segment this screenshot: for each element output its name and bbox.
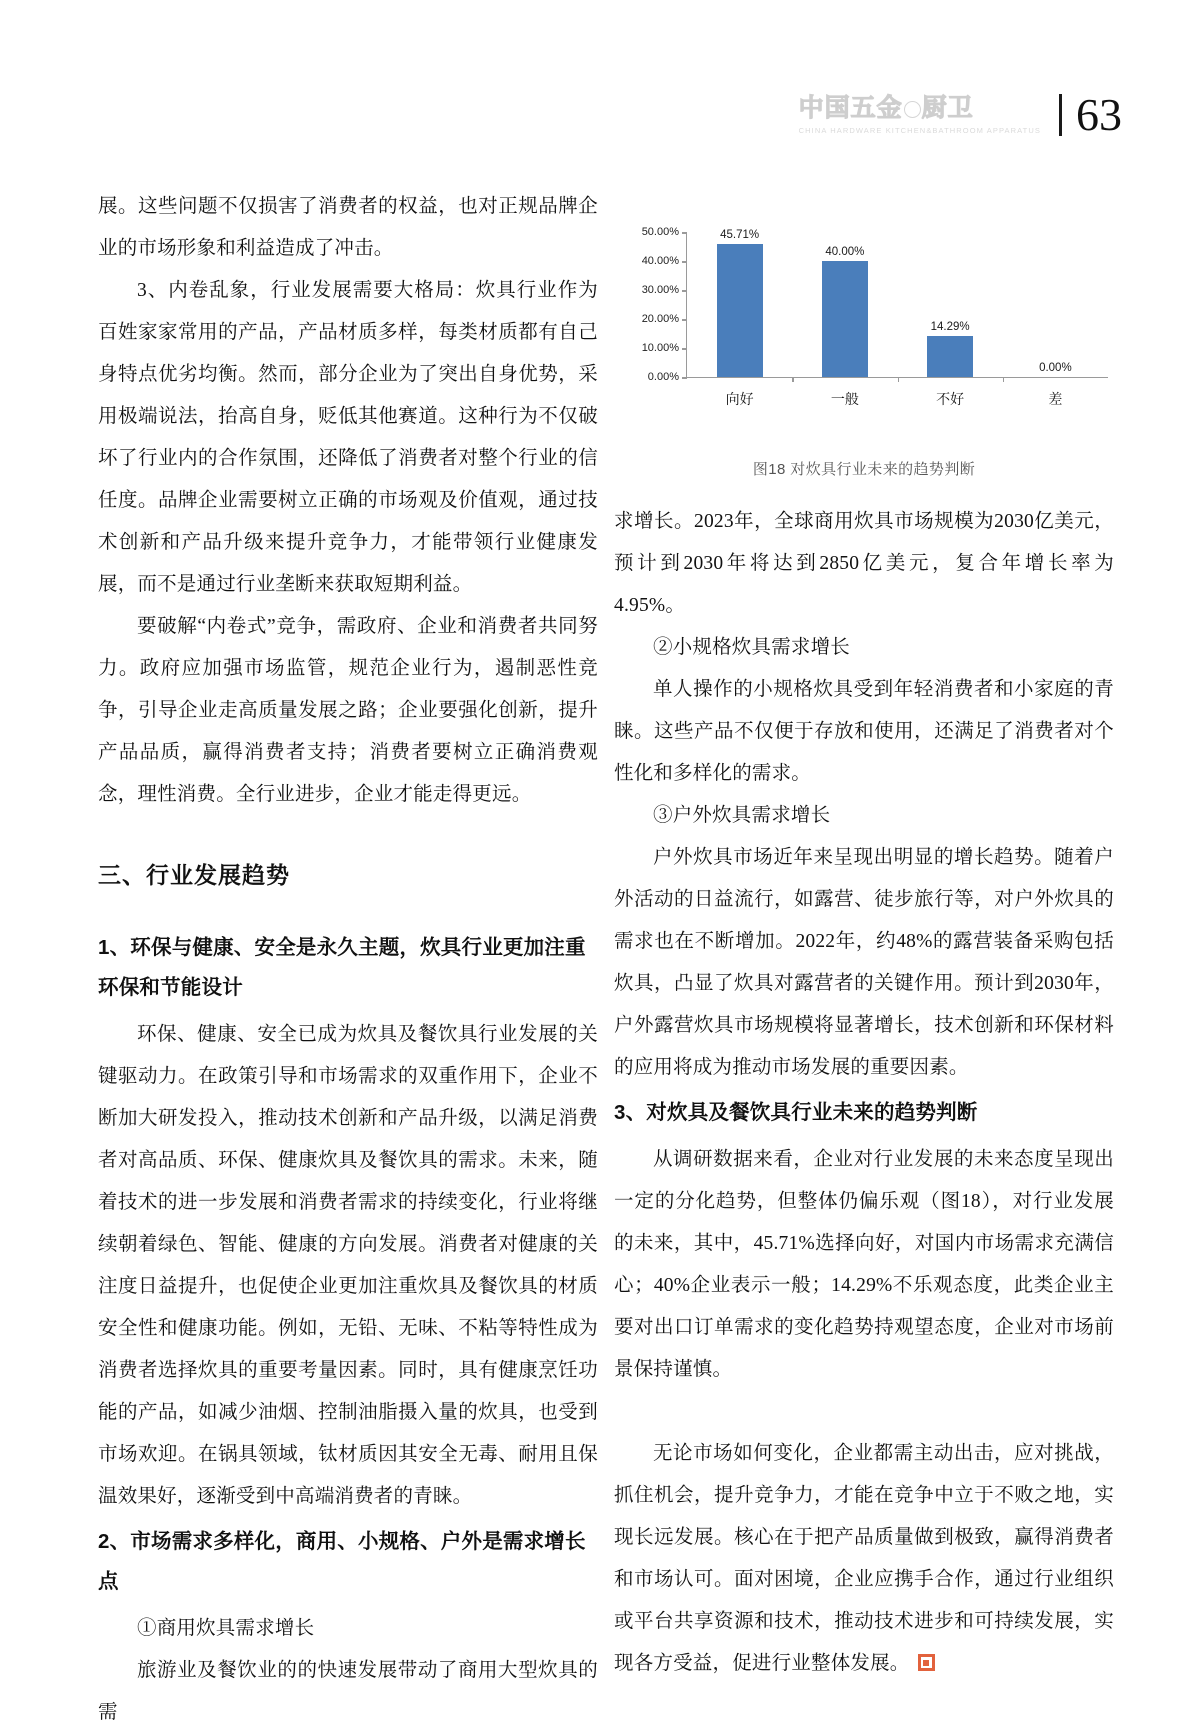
article-end-mark-icon bbox=[918, 1654, 935, 1671]
masthead-title-cn-left: 中国五金 bbox=[798, 93, 903, 122]
right-column bbox=[614, 186, 1114, 1734]
y-axis-tick-label: 30.00% bbox=[642, 284, 687, 296]
subsection-heading-2: 2、市场需求多样化，商用、小规格、户外是需求增长点 bbox=[98, 1530, 586, 1593]
paragraph: 户外炊具市场近年来呈现出明显的增长趋势。随着户外活动的日益流行，如露营、徒步旅行等，对户外炊具的需求也在不断增加。2022年，约48%的露营装备采购包括炊具，凸显了炊具对露营者的关键作用。预计到2030年，户外露营炊具市场规模将显著增长，技术创新和环保材料的应用将成为推动市场发展的重要因素。 bbox=[614, 847, 1114, 1078]
left-column bbox=[98, 186, 598, 1734]
figure-caption: 图18 对炊具行业未来的趋势判断 bbox=[752, 461, 976, 478]
subsection-heading-1: 1、环保与健康、安全是永久主题，炊具行业更加注重环保和节能设计 bbox=[98, 936, 586, 999]
x-axis-tick-label: 向好 bbox=[725, 391, 754, 407]
page-header bbox=[798, 89, 1122, 140]
bar-group-1 bbox=[792, 232, 897, 407]
masthead-title-cn-right: 厨卫 bbox=[921, 93, 974, 122]
bar-value-label: 40.00% bbox=[825, 246, 865, 258]
chart-bars bbox=[687, 229, 1108, 407]
paragraph: ②小规格炊具需求增长 bbox=[653, 637, 851, 658]
section-heading: 三、行业发展趋势 bbox=[98, 862, 290, 888]
y-axis-tick-label: 10.00% bbox=[642, 342, 687, 354]
paragraph: ①商用炊具需求增长 bbox=[137, 1618, 315, 1639]
paragraph-closing bbox=[614, 1433, 1114, 1685]
bar-0 bbox=[717, 244, 763, 377]
x-axis-tick-label: 差 bbox=[1048, 391, 1063, 407]
paragraph: ③户外炊具需求增长 bbox=[653, 805, 831, 826]
bar-group-0 bbox=[687, 229, 792, 407]
paragraph: 从调研数据来看，企业对行业发展的未来态度呈现出一定的分化趋势，但整体仍偏乐观（图18），对行业发展的未来，其中，45.71%选择向好，对国内市场需求充满信心；40%企业表示一般；14.29%不乐观态度，此类企业主要对出口订单需求的变化趋势持观望态度，企业对市场前景保持谨慎。 bbox=[614, 1149, 1114, 1380]
paragraph: 要破解“内卷式”竞争，需政府、企业和消费者共同努力。政府应加强市场监管，规范企业行为，遏制恶性竞争，引导企业走高质量发展之路；企业要强化创新，提升产品品质，赢得消费者支持；消费者要树立正确消费观念，理性消费。全行业进步，企业才能走得更远。 bbox=[98, 616, 598, 805]
page-number: 63 bbox=[1076, 89, 1122, 140]
subsection-heading-3: 3、对炊具及餐饮具行业未来的趋势判断 bbox=[614, 1101, 978, 1124]
y-axis-tick-label: 40.00% bbox=[642, 255, 687, 267]
bar-1 bbox=[822, 261, 868, 377]
bar-group-2 bbox=[898, 232, 1003, 407]
x-axis-tick-label: 一般 bbox=[830, 391, 859, 407]
paragraph: 展。这些问题不仅损害了消费者的权益，也对正规品牌企业的市场形象和利益造成了冲击。 bbox=[98, 196, 598, 259]
y-axis-tick-label: 20.00% bbox=[642, 313, 687, 325]
yin-yang-badge-icon bbox=[904, 101, 921, 118]
paragraph: 环保、健康、安全已成为炊具及餐饮具行业发展的关键驱动力。在政策引导和市场需求的双重作用下，企业不断加大研发投入，推动技术创新和产品升级，以满足消费者对高品质、环保、健康炊具及餐饮具的需求。未来，随着技术的进一步发展和消费者需求的持续变化，行业将继续朝着绿色、智能、健康的方向发展。消费者对健康的关注度日益提升，也促使企业更加注重炊具及餐饮具的材质安全性和健康功能。例如，无铅、无味、不粘等特性成为消费者选择炊具的重要考量因素。同时，具有健康烹饪功能的产品，如减少油烟、控制油脂摄入量的炊具，也受到市场欢迎。在锅具领域，钛材质因其安全无毒、耐用且保温效果好，逐渐受到中高端消费者的青睐。 bbox=[98, 1024, 598, 1507]
y-axis-tick-label: 50.00% bbox=[642, 226, 687, 238]
y-axis-tick-label: 0.00% bbox=[648, 371, 687, 383]
x-axis-tick-label: 不好 bbox=[936, 391, 965, 407]
paragraph-closing-text: 无论市场如何变化，企业都需主动出击，应对挑战，抓住机会，提升竞争力，才能在竞争中立于不败之地，实现长远发展。核心在于把产品质量做到极致，赢得消费者和市场认可。面对困境，企业应携手合作，通过行业组织或平台共享资源和技术，推动技术进步和可持续发展，实现各方受益，促进行业整体发展。 bbox=[614, 1443, 1114, 1674]
masthead-logo bbox=[798, 93, 1041, 135]
masthead-subtitle-en: CHINA HARDWARE KITCHEN&BATHROOM APPARATUS bbox=[798, 125, 1041, 135]
chart-plot-area bbox=[641, 226, 1108, 407]
paragraph: 单人操作的小规格炊具受到年轻消费者和小家庭的青睐。这些产品不仅便于存放和使用，还满足了消费者对个性化和多样化的需求。 bbox=[614, 679, 1114, 784]
figure-18 bbox=[614, 186, 1114, 479]
paragraph: 3、内卷乱象，行业发展需要大格局：炊具行业作为百姓家家常用的产品，产品材质多样，每类材质都有自己身特点优劣均衡。然而，部分企业为了突出自身优势，采用极端说法，抬高自身，贬低其他赛道。这种行为不仅破坏了行业内的合作氛围，还降低了消费者对整个行业的信任度。品牌企业需要树立正确的市场观及价值观，通过技术创新和产品升级来提升竞争力，才能带领行业健康发展，而不是通过行业垄断来获取短期利益。 bbox=[98, 280, 598, 595]
paragraph: 旅游业及餐饮业的的快速发展带动了商用大型炊具的需 bbox=[98, 1660, 598, 1723]
bar-group-3 bbox=[1003, 232, 1108, 407]
masthead-title-cn bbox=[798, 93, 974, 122]
bar-2 bbox=[927, 336, 973, 377]
article-body bbox=[98, 186, 1114, 1734]
figure-spacer bbox=[614, 479, 1114, 501]
bar-value-label: 14.29% bbox=[930, 320, 970, 333]
bar-value-label: 0.00% bbox=[1039, 362, 1072, 374]
header-divider bbox=[1059, 94, 1062, 136]
bar-chart bbox=[614, 216, 1110, 416]
bar-value-label: 45.71% bbox=[720, 229, 760, 242]
paragraph: 求增长。2023年，全球商用炊具市场规模为2030亿美元，预计到2030年将达到2850亿美元，复合年增长率为4.95%。 bbox=[614, 511, 1114, 616]
